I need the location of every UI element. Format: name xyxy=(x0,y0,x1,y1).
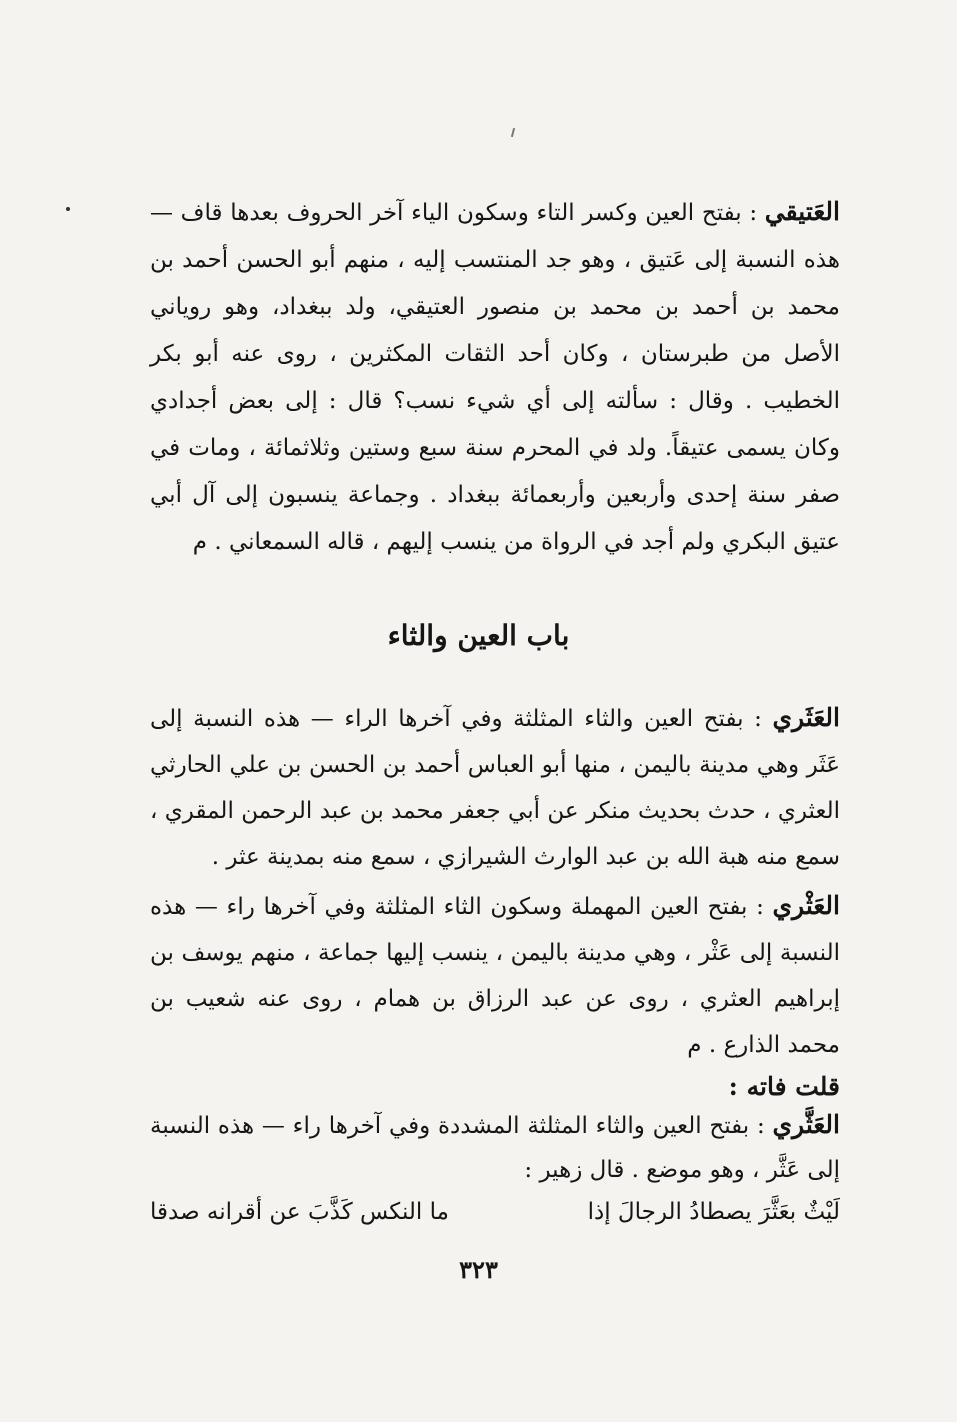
entry-heading: العَثَّري xyxy=(772,1110,840,1139)
note-text: قلت فاته : xyxy=(728,1072,840,1101)
entry-text: : بفتح العين والثاء المثلثة المشددة وفي آخرها راء — هذه النسبة إلى عَثَّر ، وهو موضع . قال زهير : xyxy=(150,1113,840,1183)
verse-hemistich-1: لَيْثٌ بعَثَّرَ يصطادُ الرجالَ إذا xyxy=(587,1199,840,1225)
page-number: ٣٢٣ xyxy=(459,1255,498,1284)
margin-dot xyxy=(66,207,70,211)
entry-ateeqi xyxy=(150,188,840,566)
entry-heading: العَثْري xyxy=(772,891,840,920)
entry-aththari xyxy=(150,1103,840,1192)
verse-hemistich-2: ما النكس كَذَّبَ عن أقرانه صدقا xyxy=(150,1199,449,1225)
scan-mark xyxy=(511,128,515,137)
entry-heading: العَثَري xyxy=(772,703,840,732)
entry-heading: العَتيقي xyxy=(764,197,840,226)
poem-verse xyxy=(150,1190,840,1234)
section-title: باب العين والثاء xyxy=(387,619,570,652)
entry-athri xyxy=(150,883,840,1068)
entry-athari xyxy=(150,695,840,880)
entry-text: : بفتح العين وكسر التاء وسكون الياء آخر الحروف بعدها قاف — هذه النسبة إلى عَتيق ، وهو جد المنتسب إليه ، منهم أبو الحسن أحمد بن محمد بن أحمد بن محمد بن منصور العتيقي، ولد ببغداد، وهو روياني الأصل من طبرستان ، وكان أحد الثقات المكثرين ، روى عنه أبو بكر الخطيب . وقال : سألته إلى أي شيء نسب؟ قال : إلى بعض أجدادي وكان يسمى عتيقاً. ولد في المحرم سنة سبع وستين وثلاثمائة ، ومات في صفر سنة إحدى وأربعين وأربعمائة ببغداد . وجماعة ينسبون إلى آل أبي عتيق البكري ولم أجد في الرواة من ينسب إليهم ، قاله السمعاني . م xyxy=(150,200,840,555)
entry-text: : بفتح العين المهملة وسكون الثاء المثلثة وفي آخرها راء — هذه النسبة إلى عَثْر ، وهي مدينة باليمن ، ينسب إليها جماعة ، منهم يوسف بن إبراهيم العثري ، روى عن عبد الرزاق بن همام ، روى عنه شعيب بن محمد الذارع . م xyxy=(150,894,840,1058)
entry-text: : بفتح العين والثاء المثلثة وفي آخرها الراء — هذه النسبة إلى عَثَر وهي مدينة باليمن ، منها أبو العباس أحمد بن الحسن بن علي الحارثي العثري ، حدث بحديث منكر عن أبي جعفر محمد بن عبد الرحمن المقري ، سمع منه هبة الله بن عبد الوارث الشيرازي ، سمع منه بمدينة عثر . xyxy=(150,706,840,870)
